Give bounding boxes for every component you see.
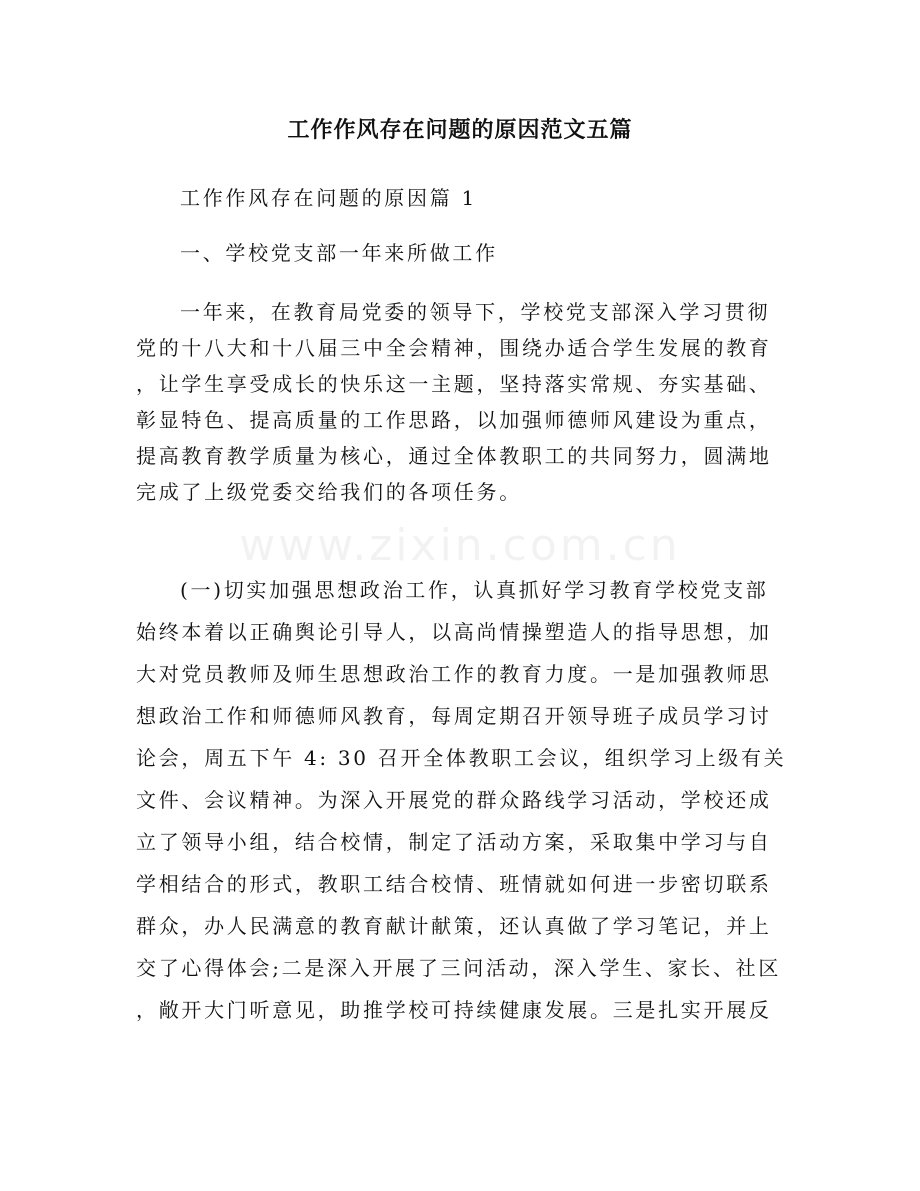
paragraph-line: 群众，办人民满意的教育献计献策，还认真做了学习笔记，并上: [136, 914, 772, 938]
paragraph-line: 文件、会议精神。为深入开展党的群众路线学习活动，学校还成: [136, 788, 772, 812]
section-heading: 工作作风存在问题的原因篇 1: [180, 186, 477, 210]
paragraph-line: 论会，周五下午 4: 30 召开全体教职工会议，组织学习上级有关: [136, 746, 787, 770]
watermark: www.zixin.com.cn: [239, 520, 681, 571]
subheading: 一、学校党支部一年来所做工作: [180, 241, 498, 265]
paragraph-line: 一年来，在教育局党委的领导下，学校党支部深入学习贯彻: [180, 300, 771, 324]
paragraph-line: 提高教育教学质量为核心，通过全体教职工的共同努力，圆满地: [136, 444, 772, 468]
paragraph-line: ，让学生享受成长的快乐这一主题，坚持落实常规、夯实基础、: [136, 372, 772, 396]
paragraph-line: 学相结合的形式，教职工结合校情、班情就如何进一步密切联系: [136, 872, 772, 896]
paragraph-line: 大对党员教师及师生思想政治工作的教育力度。一是加强教师思: [136, 662, 772, 686]
paragraph-line: 始终本着以正确舆论引导人，以高尚情操塑造人的指导思想，加: [136, 620, 772, 644]
paragraph-line: 交了心得体会;二是深入开展了三问活动，深入学生、家长、社区: [136, 956, 782, 980]
paragraph-line: 想政治工作和师德师风教育，每周定期召开领导班子成员学习讨: [136, 704, 772, 728]
paragraph-line: 完成了上级党委交给我们的各项任务。: [136, 480, 522, 504]
document-title: 工作作风存在问题的原因范文五篇: [287, 118, 633, 143]
paragraph-line: 党的十八大和十八届三中全会精神，围绕办适合学生发展的教育: [136, 336, 772, 360]
paragraph-line: ，敞开大门听意见，助推学校可持续健康发展。三是扎实开展反: [136, 998, 772, 1022]
paragraph-line: 彰显特色、提高质量的工作思路，以加强师德师风建设为重点，: [136, 408, 772, 432]
paragraph-line: (一)切实加强思想政治工作，认真抓好学习教育学校党支部: [180, 578, 769, 602]
paragraph-line: 立了领导小组，结合校情，制定了活动方案，采取集中学习与自: [136, 830, 772, 854]
